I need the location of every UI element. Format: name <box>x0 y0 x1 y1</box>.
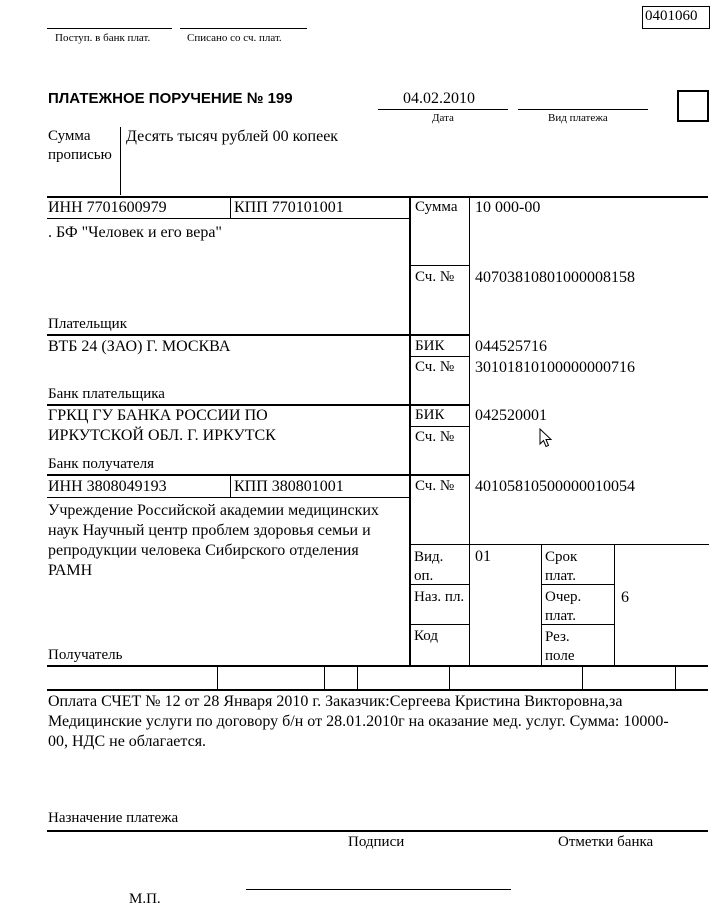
payee-name: Учреждение Российской академии медицинских наук Научный центр проблем здоровья семьи и репродукции человека Сибирского отделения РАМН <box>48 502 379 579</box>
purpose-bottom-line <box>47 830 708 832</box>
signature-line <box>246 889 511 890</box>
mp-label: М.П. <box>129 891 161 907</box>
date-label: Дата <box>432 112 454 124</box>
grid-line <box>47 334 469 336</box>
tax-cell-divider <box>675 665 676 689</box>
grid-line <box>614 544 615 665</box>
mouse-cursor-icon <box>539 428 553 448</box>
payee-inn: ИНН 3808049193 <box>48 478 167 495</box>
grid-line <box>409 544 709 545</box>
srok-label: Срок плат. <box>545 549 578 584</box>
signatures-label: Подписи <box>348 834 405 850</box>
payee-acc-label: Сч. № <box>415 478 455 494</box>
payer-inn: ИНН 7701600979 <box>48 199 167 216</box>
grid-line <box>47 497 409 498</box>
corner-box <box>677 90 709 122</box>
payment-type-line <box>518 109 648 110</box>
grid-line <box>409 265 469 266</box>
payee-acc: 40105810500000010054 <box>475 478 635 495</box>
grid-line <box>47 474 469 476</box>
debited-label: Списано со сч. плат. <box>187 32 282 44</box>
sum-label: Сумма <box>415 199 458 215</box>
payer-corr: 30101810100000000716 <box>475 359 635 376</box>
doc-date: 04.02.2010 <box>403 90 475 107</box>
grid-line <box>541 544 542 665</box>
payer-acc-label: Сч. № <box>415 269 455 285</box>
ocher-label: Очер. плат. <box>545 589 582 624</box>
bank-marks-label: Отметки банка <box>558 834 654 850</box>
purpose-label: Назначение платежа <box>48 810 179 826</box>
payer-name: . БФ "Человек и его вера" <box>48 224 222 241</box>
grid-line <box>409 426 469 427</box>
grid-line <box>409 196 411 665</box>
payer-bank-label: Банк плательщика <box>48 386 165 402</box>
sum-value: 10 000-00 <box>475 199 541 216</box>
rez-label: Рез. поле <box>545 629 575 664</box>
ocher-value: 6 <box>621 589 629 606</box>
debited-line <box>180 28 307 29</box>
naz-label: Наз. пл. <box>414 589 465 605</box>
tax-row-top <box>47 665 708 667</box>
kod-label: Код <box>414 628 438 644</box>
tax-cell-divider <box>449 665 450 689</box>
payer-bik: 044525716 <box>475 338 547 355</box>
payee-bik: 042520001 <box>475 407 547 424</box>
vid-op-value: 01 <box>475 548 491 565</box>
payee-bank-name: ГРКЦ ГУ БАНКА РОССИИ ПО ИРКУТСКОЙ ОБЛ. Г. ИРКУТСК <box>48 407 276 444</box>
grid-line <box>409 356 469 357</box>
grid-line <box>230 474 231 497</box>
tax-cell-divider <box>357 665 358 689</box>
tax-cell-divider <box>217 665 218 689</box>
date-line <box>378 109 508 110</box>
tax-cell-divider <box>324 665 325 689</box>
purpose-text: Оплата СЧЕТ № 12 от 28 Января 2010 г. Заказчик:Сергеева Кристина Викторовна,за Медицинские услуги по договору б/н от 28.01.2010г на оказание мед. услуг. Сумма: 10000-00, НДС не облагается. <box>48 693 669 750</box>
vid-op-label: Вид. оп. <box>414 549 444 584</box>
payer-kpp: КПП 770101001 <box>234 199 344 216</box>
amount-words-divider <box>120 127 121 195</box>
grid-line <box>409 624 469 625</box>
payee-bank-label: Банк получателя <box>48 456 155 472</box>
grid-line <box>469 196 470 665</box>
grid-line <box>230 196 231 218</box>
payee-corr-label: Сч. № <box>415 429 455 445</box>
bank-received-label: Поступ. в банк плат. <box>55 32 151 44</box>
grid-line <box>47 196 708 198</box>
amount-words-value: Десять тысяч рублей 00 копеек <box>126 128 339 145</box>
amount-words-label: Сумма прописью <box>48 128 112 163</box>
payer-corr-label: Сч. № <box>415 359 455 375</box>
payer-label: Плательщик <box>48 316 127 332</box>
payee-bik-label: БИК <box>415 407 445 423</box>
payee-kpp: КПП 380801001 <box>234 478 344 495</box>
bank-received-line <box>47 28 172 29</box>
payment-type-label: Вид платежа <box>548 112 608 124</box>
payee-label: Получатель <box>48 647 123 663</box>
tax-row-bottom <box>47 689 708 691</box>
page-title: ПЛАТЕЖНОЕ ПОРУЧЕНИЕ № 199 <box>48 90 293 107</box>
form-code: 0401060 <box>645 8 698 24</box>
grid-line <box>47 218 409 219</box>
payer-bank-name: ВТБ 24 (ЗАО) Г. МОСКВА <box>48 338 231 355</box>
payer-bik-label: БИК <box>415 338 445 354</box>
tax-cell-divider <box>582 665 583 689</box>
payer-acc: 40703810801000008158 <box>475 269 635 286</box>
